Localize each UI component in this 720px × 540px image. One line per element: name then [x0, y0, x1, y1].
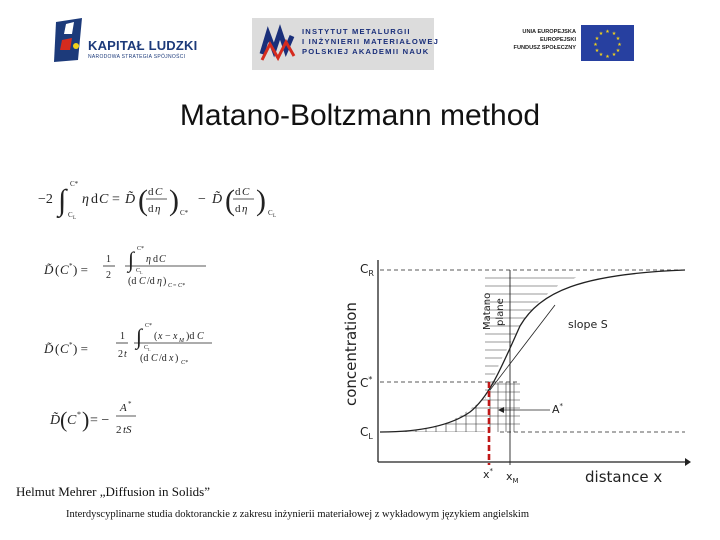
svg-text:d: d — [148, 203, 154, 215]
svg-text:C: C — [136, 268, 141, 274]
formula-1 — [38, 180, 276, 221]
svg-text:C*: C* — [70, 180, 79, 188]
svg-text:C: C — [139, 276, 146, 287]
svg-text:η: η — [82, 192, 89, 207]
matano-label-1: Matano — [482, 292, 493, 330]
svg-text:C*: C* — [181, 360, 189, 366]
institute-line-2: I INŻYNIERII MATERIAŁOWEJ — [302, 37, 440, 46]
svg-text:C: C — [159, 254, 166, 265]
x-m-label — [506, 470, 519, 485]
slope-label: slope S — [568, 318, 608, 331]
svg-text:t: t — [124, 349, 127, 360]
svg-text:∫: ∫ — [128, 247, 135, 272]
svg-text:= −: = − — [90, 413, 110, 428]
svg-text:d: d — [235, 203, 241, 215]
svg-text:M: M — [179, 338, 184, 344]
svg-text:): ) — [175, 353, 179, 364]
y-axis-label: concentration — [342, 302, 360, 406]
svg-text:C*: C* — [178, 283, 186, 289]
eu-text — [506, 28, 576, 52]
svg-text:C: C — [99, 192, 109, 207]
svg-text:(: ( — [60, 407, 68, 432]
svg-text:): ) — [163, 276, 167, 287]
eu-line-1: UNIA EUROPEJSKA — [522, 29, 576, 35]
svg-text:★: ★ — [594, 36, 600, 42]
svg-text:C: C — [268, 209, 273, 217]
svg-text:C: C — [242, 186, 250, 198]
formula-3 — [43, 323, 212, 366]
svg-text:x: x — [169, 353, 174, 364]
kapital-ludzki-name: KAPITAŁ LUDZKI — [88, 38, 198, 53]
svg-text:(: ( — [225, 184, 235, 217]
a-star-letter: A — [552, 403, 560, 416]
svg-text:(d: (d — [128, 276, 137, 287]
svg-text:−2: −2 — [38, 192, 53, 207]
x-axis-arrow-icon — [685, 458, 691, 466]
svg-text:C: C — [155, 186, 163, 198]
x-m-letter: x — [506, 470, 513, 483]
svg-text:1: 1 — [120, 331, 125, 342]
x-star-label — [483, 467, 494, 481]
x-m-sub: M — [512, 477, 519, 485]
svg-text:d: d — [235, 186, 241, 198]
c-l-label — [360, 425, 373, 441]
formulas — [30, 170, 330, 460]
svg-text:★: ★ — [615, 48, 621, 54]
svg-text:★: ★ — [598, 31, 604, 37]
c-star-label — [360, 375, 372, 390]
c-r-label — [360, 262, 374, 278]
formula-4 — [49, 400, 136, 436]
c-star-sup: * — [368, 375, 373, 384]
svg-text:C*: C* — [145, 323, 153, 329]
svg-text:C: C — [60, 262, 69, 277]
svg-text:η: η — [157, 276, 162, 287]
eu-line-2: EUROPEJSKI — [539, 37, 576, 43]
svg-text:C: C — [60, 341, 69, 356]
svg-text:★: ★ — [611, 31, 617, 37]
svg-text:∫: ∫ — [136, 324, 143, 349]
svg-text:=: = — [112, 192, 120, 207]
c-star-letter: C — [360, 376, 369, 390]
svg-text:★: ★ — [598, 52, 604, 58]
x-axis-label: distance x — [585, 468, 663, 486]
c-r-sub: R — [368, 269, 374, 278]
svg-text:C: C — [67, 413, 77, 428]
institute-emblem-icon — [258, 24, 298, 64]
svg-text:η: η — [146, 254, 151, 265]
lower-hatch — [380, 390, 490, 435]
svg-text:−: − — [165, 331, 171, 342]
svg-text:C: C — [144, 345, 149, 351]
svg-text:★: ★ — [617, 42, 622, 48]
svg-text:2: 2 — [106, 270, 111, 281]
svg-text:−: − — [198, 192, 206, 207]
footer-text: Interdyscyplinarne studia doktoranckie z zakresu inżynierii materiałowej z wykładowym językiem angielskim — [66, 509, 530, 520]
eu-line-3: FUNDUSZ SPOŁECZNY — [513, 45, 576, 51]
svg-text:★: ★ — [615, 36, 621, 42]
svg-text:*: * — [77, 410, 81, 419]
svg-text:C: C — [168, 283, 173, 289]
svg-text:): ) — [82, 407, 90, 432]
svg-text:L: L — [148, 347, 151, 352]
svg-text:) =: ) = — [73, 341, 88, 356]
svg-text:D̃: D̃ — [212, 192, 223, 207]
svg-text:∫: ∫ — [58, 184, 67, 217]
svg-text:/d: /d — [159, 353, 167, 364]
c-r-letter: C — [360, 262, 369, 276]
matano-diagram — [340, 250, 692, 486]
x-star-letter: x — [483, 468, 490, 481]
svg-text:*: * — [69, 262, 73, 270]
svg-text:(: ( — [55, 341, 60, 356]
c-l-sub: L — [368, 432, 373, 441]
kapital-ludzki-subtitle: NARODOWA STRATEGIA SPÓJNOŚCI — [88, 54, 186, 60]
a-star-sup: * — [559, 402, 564, 410]
svg-text:C: C — [68, 211, 73, 219]
svg-text:C: C — [151, 353, 158, 364]
svg-text:*: * — [128, 400, 132, 408]
a-star-label — [552, 402, 564, 416]
eu-logo — [502, 22, 634, 62]
svg-text:/d: /d — [147, 276, 155, 287]
svg-text:D̃: D̃ — [44, 341, 54, 356]
svg-text:d: d — [148, 186, 154, 198]
svg-text:η: η — [155, 203, 161, 215]
svg-text:x: x — [173, 331, 178, 342]
institute-logo — [252, 18, 440, 70]
svg-text:★: ★ — [593, 42, 598, 48]
svg-text:η: η — [242, 203, 248, 215]
x-star-sup: * — [489, 467, 494, 475]
kapital-ludzki-emblem-icon — [52, 16, 88, 66]
svg-text:C*: C* — [180, 209, 189, 217]
svg-text:(d: (d — [140, 353, 149, 364]
svg-text:tS: tS — [123, 424, 132, 436]
formula-2 — [43, 246, 206, 289]
c-l-letter: C — [360, 425, 369, 439]
svg-text:C: C — [197, 331, 204, 342]
svg-text:*: * — [69, 341, 73, 349]
svg-text:L: L — [140, 270, 143, 275]
svg-text:2: 2 — [116, 424, 122, 436]
svg-text:): ) — [256, 184, 266, 217]
source-citation: Helmut Mehrer „Diffusion in Solids” — [16, 484, 211, 499]
svg-text:★: ★ — [611, 52, 617, 58]
svg-text:★: ★ — [605, 54, 610, 60]
svg-text:): ) — [169, 184, 179, 217]
matano-label-2: plane — [495, 298, 506, 326]
svg-text:C*: C* — [137, 246, 145, 252]
kapital-ludzki-logo — [52, 16, 198, 66]
svg-text:)d: )d — [186, 331, 195, 342]
svg-text:A: A — [120, 402, 127, 414]
svg-text:L: L — [73, 216, 77, 221]
svg-text:=: = — [173, 283, 177, 289]
svg-text:D̃: D̃ — [125, 192, 136, 207]
svg-text:(: ( — [138, 184, 148, 217]
svg-text:L: L — [273, 214, 277, 219]
institute-name — [302, 27, 439, 57]
eu-stars-icon — [581, 25, 634, 61]
svg-text:D̃: D̃ — [44, 262, 54, 277]
svg-text:★: ★ — [594, 48, 600, 54]
svg-text:2: 2 — [118, 349, 123, 360]
svg-text:(: ( — [154, 331, 158, 342]
svg-text:★: ★ — [605, 29, 610, 35]
slide-title: Matano-Boltzmann method — [179, 99, 541, 132]
svg-text:) =: ) = — [73, 262, 88, 277]
institute-line-1: INSTYTUT METALURGII — [302, 27, 411, 36]
eu-flag-icon — [581, 25, 634, 61]
svg-text:d: d — [153, 254, 158, 265]
institute-line-3: POLSKIEJ AKADEMII NAUK — [302, 47, 430, 56]
svg-text:D̃: D̃ — [50, 413, 61, 428]
svg-text:d: d — [91, 192, 98, 207]
svg-text:(: ( — [55, 262, 60, 277]
svg-text:1: 1 — [106, 254, 111, 265]
svg-text:x: x — [158, 331, 163, 342]
